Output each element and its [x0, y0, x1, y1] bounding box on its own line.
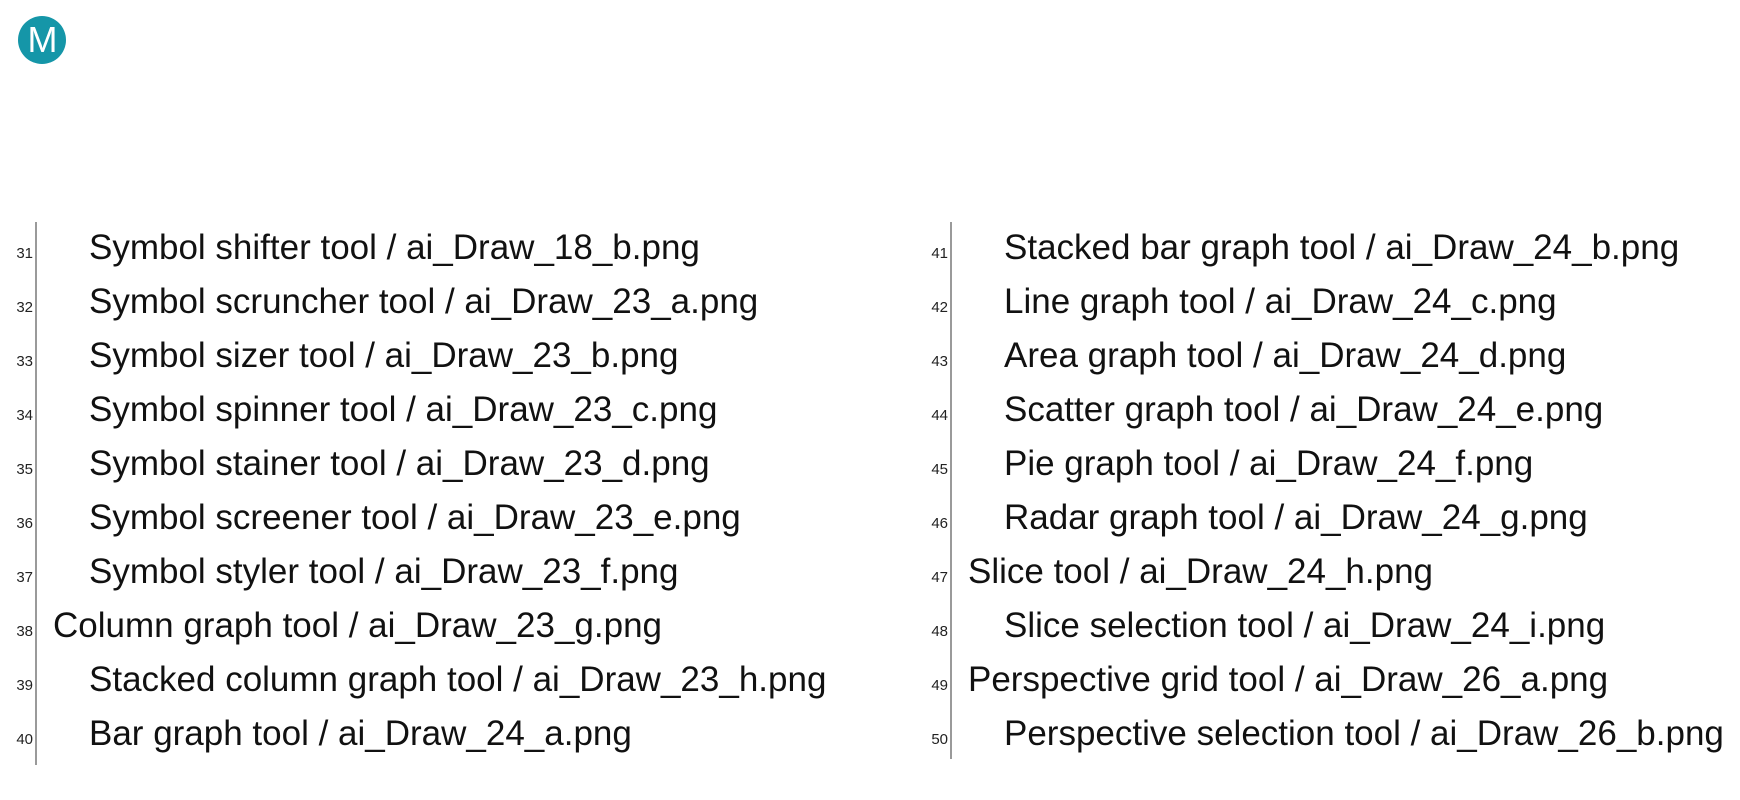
line-number: 38 [16, 623, 33, 640]
line-number: 42 [931, 299, 948, 316]
list-item-text: Perspective grid tool / ai_Draw_26_a.png [968, 660, 1609, 699]
line-number: 44 [931, 407, 948, 424]
line-number: 45 [931, 461, 948, 478]
list-item-text: Symbol scruncher tool / ai_Draw_23_a.png [89, 282, 759, 321]
list-item-text: Symbol spinner tool / ai_Draw_23_c.png [89, 390, 718, 429]
line-number: 50 [931, 731, 948, 748]
line-number: 47 [931, 569, 948, 586]
line-number: 31 [16, 245, 33, 262]
line-number: 33 [16, 353, 33, 370]
line-number: 41 [931, 245, 948, 262]
list-item-text: Bar graph tool / ai_Draw_24_a.png [89, 714, 632, 753]
list-item-text: Scatter graph tool / ai_Draw_24_e.png [1004, 390, 1604, 429]
list-item-text: Symbol shifter tool / ai_Draw_18_b.png [89, 228, 700, 267]
list-item-text: Slice tool / ai_Draw_24_h.png [968, 552, 1434, 591]
line-number: 48 [931, 623, 948, 640]
list-item-text: Line graph tool / ai_Draw_24_c.png [1004, 282, 1557, 321]
line-number: 32 [16, 299, 33, 316]
list-item-text: Symbol styler tool / ai_Draw_23_f.png [89, 552, 679, 591]
list-item-text: Stacked column graph tool / ai_Draw_23_h.png [89, 660, 827, 699]
line-number: 46 [931, 515, 948, 532]
list-item-text: Area graph tool / ai_Draw_24_d.png [1004, 336, 1567, 375]
logo-badge [18, 16, 66, 64]
line-number: 43 [931, 353, 948, 370]
list-item-text: Symbol sizer tool / ai_Draw_23_b.png [89, 336, 679, 375]
list-item-text: Perspective selection tool / ai_Draw_26_b.png [1004, 714, 1724, 753]
line-number: 40 [16, 731, 33, 748]
list-column-left [16, 222, 827, 765]
list-item-text: Symbol screener tool / ai_Draw_23_e.png [89, 498, 741, 537]
line-number: 35 [16, 461, 33, 478]
list-column-right [931, 222, 1724, 759]
list-item-text: Pie graph tool / ai_Draw_24_f.png [1004, 444, 1534, 483]
list-item-text: Slice selection tool / ai_Draw_24_i.png [1004, 606, 1606, 645]
line-number: 34 [16, 407, 33, 424]
list-item-text: Symbol stainer tool / ai_Draw_23_d.png [89, 444, 710, 483]
line-number: 37 [16, 569, 33, 586]
logo-letter: M [27, 19, 57, 60]
line-number: 36 [16, 515, 33, 532]
list-item-text: Stacked bar graph tool / ai_Draw_24_b.png [1004, 228, 1680, 267]
line-number: 49 [931, 677, 948, 694]
line-number: 39 [16, 677, 33, 694]
list-item-text: Radar graph tool / ai_Draw_24_g.png [1004, 498, 1588, 537]
list-item-text: Column graph tool / ai_Draw_23_g.png [53, 606, 662, 645]
